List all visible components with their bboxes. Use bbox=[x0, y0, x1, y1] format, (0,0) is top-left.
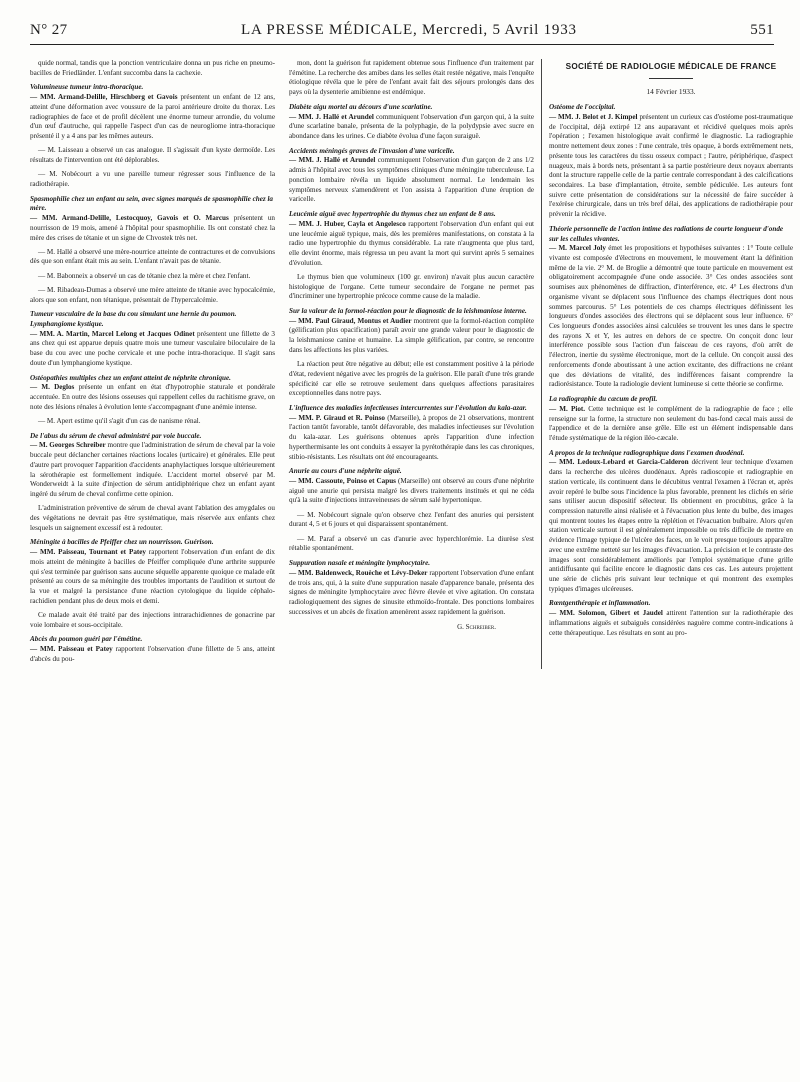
paragraph bbox=[30, 272, 275, 282]
column-3-body bbox=[549, 103, 793, 638]
paragraph-text: — M. Ribadeau-Dumas a observé une mère atteinte de tétanie avec hypocalcémie, alors que son enfant, non tétanique, présentait de l'hypercalcémie. bbox=[30, 285, 275, 304]
paragraph-text: présentent un nourrisson de 19 mois, amené à l'hôpital pour spasmophilie. Ils ont constaté chez la mère des crises de tétanie et un signe de Chvostek très net. bbox=[30, 214, 276, 242]
paragraph bbox=[289, 103, 534, 142]
article-title: Ostéopathies multiples chez un enfant atteint de néphrite chronique. bbox=[30, 373, 231, 382]
article-authors: — M. Georges Schreiber bbox=[30, 441, 106, 450]
article-authors: — M. Deglos bbox=[30, 383, 75, 392]
article-title: Leucémie aiguë avec hypertrophie du thymus chez un enfant de 8 ans. bbox=[289, 210, 496, 219]
signature: G. Schreiber. bbox=[457, 623, 496, 632]
article-authors: — MM. Baldenweck, Rouèche et Lévy-Deker bbox=[289, 568, 428, 577]
article-title: La radiographie du cæcum de profil. bbox=[549, 395, 658, 404]
paragraph-text: mon, dont la guérison fut rapidement obtenue sous l'influence d'un traitement par l'émétine. La recherche des amibes dans les selles était restée négative, mais l'enquête étiologique révéla que le père de l'enfant avait fait des séjours prolongés dans des pays où la dysenterie amibienne est endémique. bbox=[289, 59, 534, 97]
paragraph bbox=[30, 538, 275, 606]
article-authors: — MM. P. Giraud et R. Poinso bbox=[289, 413, 385, 422]
paragraph bbox=[549, 103, 793, 220]
article-title: Suppuration nasale et méningite lymphocytaire. bbox=[289, 559, 431, 568]
article-title: De l'abus du sérum de cheval administré par voie buccale. bbox=[30, 431, 202, 440]
article-title: Abcès du poumon guéri par l'émétine. bbox=[30, 635, 143, 644]
article-columns bbox=[30, 59, 793, 669]
paragraph bbox=[30, 83, 275, 141]
paragraph bbox=[289, 360, 534, 399]
paragraph bbox=[30, 170, 275, 189]
paragraph bbox=[289, 307, 534, 356]
paragraph bbox=[30, 432, 275, 500]
paragraph bbox=[30, 310, 275, 368]
article-authors: — MM. Armand-Delille, Lestocquoy, Gavois et O. Marcus bbox=[30, 214, 229, 223]
article-authors: — MM. Paisseau, Tournant et Patey bbox=[30, 548, 147, 557]
paragraph bbox=[30, 611, 275, 630]
paragraph-text: attirent l'attention sur la radiothérapie des inflammations aiguës et subaiguës considérées naguère comme contre-indications à cette thérapeutique. Les résultats en sont au pro- bbox=[549, 609, 793, 637]
article-authors: — MM. J. Huber, Cayla et Angelesco bbox=[289, 219, 406, 228]
paragraph-text: rapportent l'observation d'un enfant de dix mois atteint de méningite à bacilles de Pfeiffer compliquée d'une arthrite suppurée qui s'est terminée par guérison sans aucune séquelle apparente quoique ce malade eût présenté au cours de sa méningite des troubles importants de l'audition et surtout de la vue et malgré la persistance d'une réaction cytologique du liquide céphalo-rachidien pendant plus de deux mois et demi. bbox=[30, 548, 275, 605]
paragraph bbox=[30, 248, 275, 267]
article-authors: — MM. J. Belot et J. Kimpel bbox=[549, 112, 638, 121]
paragraph-text: communiquent l'observation d'un garçon qui, à la suite d'une scarlatine banale, présenta de la polyphagie, de la polydypsie avec sucre en abondance dans les urines. Ce diabète évolua d'une façon suraiguë. bbox=[289, 112, 535, 141]
paragraph bbox=[289, 559, 534, 617]
paragraph-text: — M. Nobécourt a vu une pareille tumeur régresser sous l'influence de la radiothérapie. bbox=[30, 170, 275, 188]
paragraph-text: — M. Nobécourt signale qu'on observe chez l'enfant des anuries qui persistent durant 4, 5 et 6 jours et qui disparaissent spontanément. bbox=[289, 510, 534, 529]
article-authors: — M. Piot. bbox=[549, 404, 586, 413]
paragraph-text: — M. Babonneix a observé un cas de tétanie chez la mère et chez l'enfant. bbox=[38, 271, 251, 280]
article-title: Rœntgenthérapie et inflammation. bbox=[549, 599, 651, 608]
article-authors: — MM. Paul Giraud, Montus et Audier bbox=[289, 316, 412, 325]
page-number: 551 bbox=[750, 22, 774, 38]
issue-number: N° 27 bbox=[30, 22, 68, 38]
paragraph-text: L'administration préventive de sérum de cheval avant l'ablation des amygdales ou des végétations ne devrait pas être systématique, mais réservée aux enfants chez lesquels un saignement excessif est à redouter. bbox=[30, 504, 275, 532]
paragraph-text: rapportent l'observation d'une enfant de trois ans, qui, à la suite d'une suppuration nasale d'apparence banale, présenta des signes de méningite lymphocytaire avec fièvre élevée et vive agitation. On constata radiologiquement des signes de sinusite ethmoïdo-frontale. Des ponctions lombaires successives et un abcès de fixation amenèrent assez rapidement la guérison. bbox=[289, 568, 534, 616]
paragraph-text: rapportent l'observation d'un enfant qui eut une leucémie aiguë typique, mais, dès les premières manifestations, on constata à la radio une hypertrophie du thymus considérable. La rate n'augmenta que plus tard, elle devint énorme, mais régressa un peu avant la mort qui survint après 5 semaines d'évolution. bbox=[289, 219, 535, 267]
article-title: Ostéome de l'occipital. bbox=[549, 103, 616, 112]
paragraph-text: La réaction peut être négative au début; elle est constamment positive à la période d'état, redevient négative avec les progrès de la guérison. Elle paraît d'une très grande spécificité car elle se retrouve seulement dans quelques affections parasitaires exceptionnelles dans notre pays. bbox=[289, 360, 534, 398]
article-authors: — MM. Ledoux-Lebard et Garcia-Calderon bbox=[549, 458, 689, 467]
paragraph-text: Le thymus bien que volumineux (100 gr. environ) n'avait plus aucun caractère histologique de l'organe. Cette tumeur secondaire de l'organe ne permet pas d'incriminer une hypertrophie précoce comme cause de la maladie. bbox=[289, 272, 534, 301]
paragraph bbox=[289, 535, 534, 554]
paragraph bbox=[549, 395, 793, 444]
paragraph bbox=[30, 195, 275, 244]
paragraph bbox=[289, 59, 534, 98]
paragraph bbox=[289, 273, 534, 302]
paragraph-text: — M. Laisseau a observé un cas analogue. Il s'agissait d'un kyste dermoïde. Les résultats de l'intervention ont été déplorables. bbox=[30, 146, 275, 164]
paragraph bbox=[549, 449, 793, 595]
paragraph-text: — M. Apert estime qu'il s'agit d'un cas de nanisme rénal. bbox=[38, 417, 201, 425]
paragraph bbox=[549, 599, 793, 638]
paragraph-text: présentent une fillette de 3 ans chez qui est apparue depuis quatre mois une tumeur vasculaire biloculaire de la base du cou avec une poche cervicale et une poche intra-thoracique. Il s'agit sans doute d'un lymphangiome kystique. bbox=[30, 329, 275, 367]
paragraph-text: communiquent l'observation d'un garçon de 2 ans 1/2 admis à l'hôpital avec tous les symptômes cliniques d'une méningite tuberculeuse. La ponction lombaire révéla un liquide absolument normal. Le lendemain les symptômes nerveux s'amendèrent et l'on assista à l'apparition d'une éruption de varicelle. bbox=[289, 156, 534, 204]
paragraph bbox=[30, 374, 275, 413]
article-authors: — MM. Paisseau et Patey bbox=[30, 645, 113, 654]
paragraph bbox=[30, 59, 275, 78]
paragraph bbox=[289, 511, 534, 530]
paragraph-text: Cette technique est le complément de la radiographie de face ; elle renseigne sur la forme, la structure non seulement du bas-fond cæcal mais aussi de l'appendice et de la dernière anse grêle. Elle est un élément indispensable dans l'étude systématique de la région iléo-cæcale. bbox=[549, 404, 793, 442]
paragraph bbox=[289, 467, 534, 506]
paragraph-text: — M. Paraf a observé un cas d'anurie avec hyperchlorémie. La diurèse s'est rétablie spontanément. bbox=[289, 534, 534, 553]
article-title: Accidents méningés graves de l'invasion d'une varicelle. bbox=[289, 146, 455, 155]
article-title: Diabète aigu mortel au décours d'une scarlatine. bbox=[289, 102, 433, 111]
paragraph-text: montre que l'administration de sérum de cheval par la voie buccale peut déclancher certaines réactions locales (urticaire) et générales. Elle peut d'autre part provoquer l'apparition d'accidents anaphylactiques lorsque ultérieurement la sérothérapie est formellement indiquée. L'accident mortel observé par M. Wonderweidt à la suite d'injection de sérum antidiphtérique chez un enfant ayant ingéré du sérum de cheval confirme cette opinion. bbox=[30, 441, 275, 499]
paragraph-text: quide normal, tandis que la ponction ventriculaire donna un pus riche en pneumo-bacilles de Friedländer. L'enfant succomba dans la cachexie. bbox=[30, 59, 275, 77]
paragraph bbox=[289, 210, 534, 268]
column-1 bbox=[30, 59, 275, 669]
paragraph-text: montrent que la formol-réaction complète (gélification plus opacification) paraît avoir une grande valeur pour le diagnostic de la leishmaniose canine et humaine. La simple gélification, par contre, se rencontre dans les affections les plus variées. bbox=[289, 316, 534, 354]
paragraph-text: (Marseille) ont observé au cours d'une néphrite aiguë une anurie qui persista malgré les divers traitements institués et qui ne céda qu'à la suite d'injections intraveineuses de sérum salé hypertonique. bbox=[289, 477, 534, 505]
paragraph bbox=[289, 147, 534, 205]
article-authors: — MM. Armand-Delille, Hirschberg et Gavois bbox=[30, 93, 178, 102]
paragraph bbox=[30, 635, 275, 664]
paragraph-text: décrivent leur technique d'examen dans la recherche des ulcères duodénaux. Après radioscopie et radiographie en station verticale, ils continuent dans le décubitus ventral l'examen à l'écran et, après avoir repéré le bulbe sous l'incidence la plus favorable, prennent les clichés en série sans utiliser aucun dispositif sélecteur. Ils obtiennent en procubitus, grâce à la compression naturelle ainsi réalisée et à l'évacuation plus lente du bulbe, des images qui montrent toutes les étapes entre la réplétion et l'évacuation bulbaire. Alors qu'en station verticale surtout il est généralement impossible ou très difficile de mettre en évidence l'image typique de l'ulcère des faces, on le voit presque toujours apparaître avec une extrême netteté sur les images d'évacuation. La précision et le contraste des images sont considérablement améliorés par l'emploi systématique d'une grille antidiffusante qui facilite encore le diagnostic dans ces cas. Les auteurs projettent une série de clichés pris suivant leur technique et qui montrent des exemples typiques d'images ulcéreuses. bbox=[549, 458, 793, 593]
paragraph-text: présente un enfant en état d'hypotrophie staturale et pondérale accentuée. En outre des lésions osseuses qui rappellent celles du rachitisme grave, on note des lésions rénales à évolution lente s'accompagnant d'une anémie intense. bbox=[30, 383, 275, 411]
article-title: A propos de la technique radiographique dans l'examen duodénal. bbox=[549, 448, 745, 457]
article-title: Anurie au cours d'une néphrite aiguë. bbox=[289, 467, 402, 476]
article-title: Sur la valeur de la formol-réaction pour le diagnostic de la leishmaniose interne. bbox=[289, 307, 527, 316]
paragraph bbox=[30, 286, 275, 305]
page-header bbox=[30, 22, 774, 45]
article-authors: — MM. J. Hallé et Arundel bbox=[289, 112, 374, 121]
article-title: Spasmophilie chez un enfant au sein, avec signes marqués de spasmophilie chez la mère. bbox=[30, 194, 273, 213]
paragraph-text: Ce malade avait été traité par des injections intrarachidiennes de gonacrine par voie lombaire et sous-occipitale. bbox=[30, 610, 275, 629]
paragraph-text: (Marseille), à propos de 21 observations, montrent l'action tantôt favorable, tantôt défavorable, des maladies infectieuses sur l'évolution du kala-azar. Les guérisons obtenues après l'apparition d'une infection hyperthermisante les ont conduits à essayer la pyrétothérapie dans les cas chroniques, stibio-résistants. Les résultats ont été encourageants. bbox=[289, 413, 534, 461]
paragraph-text: rapportent l'observation d'une fillette de 5 ans, atteint d'abcès du pou- bbox=[30, 645, 276, 663]
paragraph-text: — M. Hallé a observé une mère-nourrice atteinte de contractures et de convulsions dès que son enfant était mis au sein. L'enfant n'avait pas de tétanie. bbox=[30, 247, 275, 266]
article-title: Volumineuse tumeur intra-thoracique. bbox=[30, 83, 144, 92]
paragraph bbox=[289, 404, 534, 462]
society-title: SOCIÉTÉ DE RADIOLOGIE MÉDICALE DE FRANCE bbox=[565, 62, 777, 71]
article-title: Méningite à bacilles de Pfeiffer chez un nourrisson. Guérison. bbox=[30, 538, 214, 547]
paragraph bbox=[30, 417, 275, 427]
article-authors: — MM. J. Hallé et Arundel bbox=[289, 156, 376, 165]
column-2 bbox=[289, 59, 534, 669]
article-title: Tumeur vasculaire de la base du cou simulant une hernie du poumon. Lymphangiome kystique. bbox=[30, 310, 237, 329]
article-authors: — M. Marcel Joly bbox=[549, 244, 606, 253]
paragraph-text: présentent un curieux cas d'ostéome post-traumatique de l'occipital, déjà extirpé 12 ans auparavant et récidivé quelques mois après l'opération ; l'examen histologique avait confirmé le diagnostic. La radiographie montre nettement deux zones : l'une centrale, très opaque, à bords extrêmement nets, présente tous les caractères du tissu osseux compact ; l'autre, périphérique, d'aspect nuageux, mais à bords nets, présentant à sa partie postérieure deux noyaux aberrants dont la structure rappelle celle de la partie centrale correspondant à des calcifications secondaires. La base d'implantation, étroite, semble pédiculée. Les auteurs font suivre cette présentation de considérations sur la nécessité de faire succéder à l'exérèse chirurgicale, dans un très bref délai, des applications de radiothérapie pour prévenir la récidive. bbox=[549, 112, 793, 219]
article-title: L'influence des maladies infectieuses intercurrentes sur l'évolution du kala-azar. bbox=[289, 404, 527, 412]
divider bbox=[649, 78, 693, 79]
paragraph bbox=[549, 225, 793, 390]
paragraph bbox=[30, 504, 275, 533]
article-authors: — MM. A. Martin, Marcel Lelong et Jacques Odinet bbox=[30, 329, 195, 338]
paragraph-text: émet les propositions et hypothèses suivantes : 1° Toute cellule vivante est composée d'électrons en mouvement, le mouvement étant la définition même de la vie. 2° M. de Broglie a démontré que toute particule en mouvement est obligatoirement accompagnée d'une onde associée. 3° Ces ondes associées sont soumises aux phénomènes de diffraction, d'interférence, etc. 4° Les électrons d'un organisme vivant se déplacent sous l'influence des champs électriques dont nous sommes parcourus. 5° Les potentiels de ces champs électriques définissent les longueurs d'ondes associées des électrons qui se déplacent sous leur influence. 6° Ces longueurs d'ondes associées ainsi calculées se trouvent les unes dans le spectre des rayons X et Y, les autres en dehors de ce spectre. On conçoit donc leur interférence possible sous l'action d'un faisceau de ces rayons, d'où arrêt de l'électron, inertie du système électronique, mort de la cellule. On conçoit aussi des renforcements d'onde aboutissant à une action excitante, des diffractions ne créant que des déviations de vitalité, des indifférences faisant comprendre la radiorésistance. Toute la radiologie devient lumineuse si cette théorie se confirme. bbox=[549, 244, 793, 389]
article-authors: — MM. Solomon, Gibert et Jaudel bbox=[549, 609, 663, 618]
article-authors: — MM. Cassoute, Poinso et Capus bbox=[289, 477, 396, 486]
paragraph-text: présentent un enfant de 12 ans, atteint d'une déformation avec voussure de la paroi antérieure droite du thorax. Les radiographies de face et de profil décèlent une énorme tumeur arrondie, du volume d'un œuf d'autruche, qui rappelle l'aspect d'un cas de neurogliome intra-thoracique présenté il y a 4 ans par les mêmes auteurs. bbox=[30, 93, 275, 141]
paragraph bbox=[30, 146, 275, 165]
column-3 bbox=[541, 59, 793, 669]
article-title: Théorie personnelle de l'action intime des radiations de courte longueur d'onde sur les cellules vivantes. bbox=[549, 224, 784, 243]
journal-title: LA PRESSE MÉDICALE, Mercredi, 5 Avril 1933 bbox=[241, 22, 577, 38]
session-date: 14 Février 1933. bbox=[646, 87, 696, 97]
